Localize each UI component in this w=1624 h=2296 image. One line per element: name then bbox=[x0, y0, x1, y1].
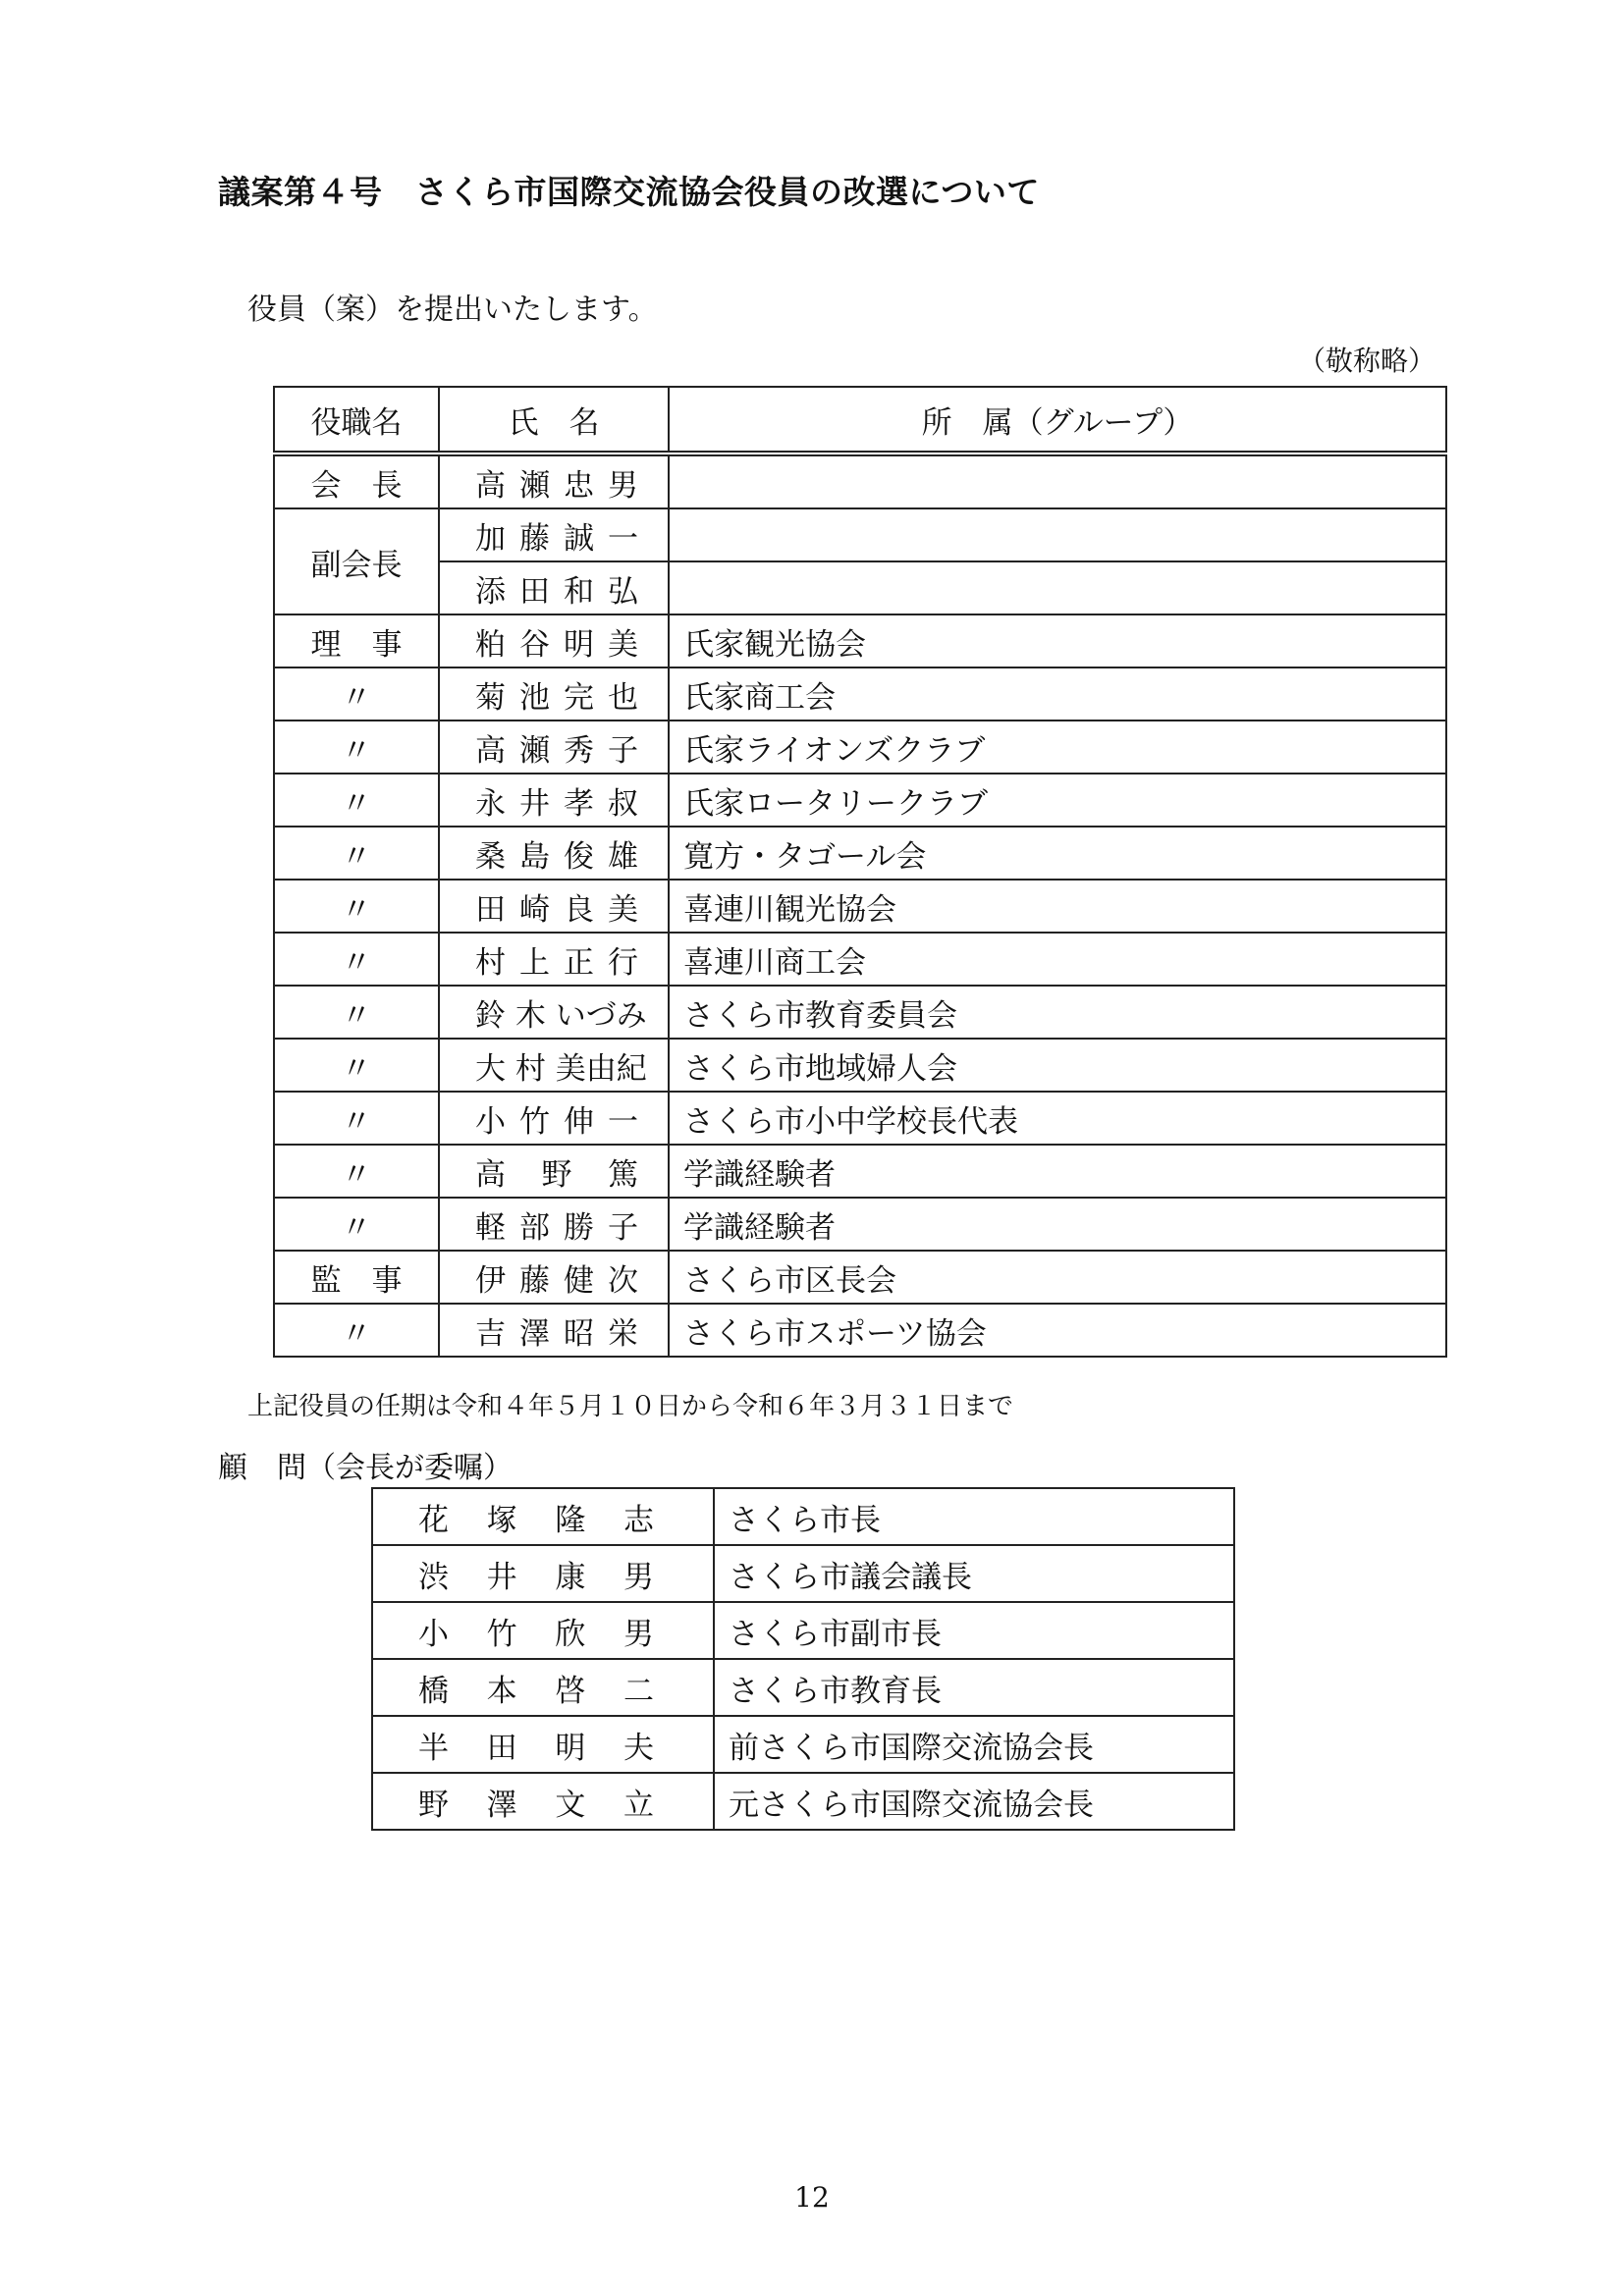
name-cell: 鈴 木 いづみ bbox=[439, 986, 669, 1039]
affiliation-cell: さくら市区長会 bbox=[669, 1251, 1446, 1304]
table-row bbox=[274, 774, 1446, 827]
name-cell: 菊 池 完 也 bbox=[439, 667, 669, 721]
role-cell: 〃 bbox=[274, 986, 439, 1039]
table-row bbox=[372, 1773, 1234, 1830]
affiliation-cell: さくら市教育委員会 bbox=[669, 986, 1446, 1039]
officers-header-row bbox=[274, 387, 1446, 454]
honorific-note: （敬称略） bbox=[1297, 345, 1435, 377]
affiliation-cell: さくら市地域婦人会 bbox=[669, 1039, 1446, 1092]
table-row bbox=[372, 1545, 1234, 1602]
table-row bbox=[274, 508, 1446, 561]
header-affiliation: 所 属（グループ） bbox=[669, 387, 1446, 454]
table-row bbox=[274, 880, 1446, 933]
affiliation-cell: 寛方・タゴール会 bbox=[669, 827, 1446, 880]
role-cell: 〃 bbox=[274, 1145, 439, 1198]
agenda-title: 議案第４号 さくら市国際交流協会役員の改選について bbox=[218, 173, 1040, 211]
role-cell: 〃 bbox=[274, 1304, 439, 1357]
role-cell: 理 事 bbox=[274, 614, 439, 667]
role-cell: 会 長 bbox=[274, 454, 439, 508]
affiliation-cell: 学識経験者 bbox=[669, 1198, 1446, 1251]
affiliation-cell: 氏家ロータリークラブ bbox=[669, 774, 1446, 827]
table-row bbox=[372, 1488, 1234, 1545]
name-cell: 高 瀬 秀 子 bbox=[439, 721, 669, 774]
table-row bbox=[274, 827, 1446, 880]
table-row bbox=[372, 1602, 1234, 1659]
affiliation-cell: 氏家ライオンズクラブ bbox=[669, 721, 1446, 774]
affiliation-cell: さくら市スポーツ協会 bbox=[669, 1304, 1446, 1357]
table-row bbox=[274, 1039, 1446, 1092]
name-cell: 桑 島 俊 雄 bbox=[439, 827, 669, 880]
name-cell: 大 村 美由紀 bbox=[439, 1039, 669, 1092]
name-cell: 添 田 和 弘 bbox=[439, 561, 669, 614]
advisor-name: 橋 本 啓 二 bbox=[372, 1659, 714, 1716]
advisor-name: 小 竹 欣 男 bbox=[372, 1602, 714, 1659]
affiliation-cell: 学識経験者 bbox=[669, 1145, 1446, 1198]
advisor-position: さくら市副市長 bbox=[714, 1602, 1234, 1659]
term-note: 上記役員の任期は令和４年５月１０日から令和６年３月３１日まで bbox=[247, 1392, 1014, 1421]
table-row bbox=[372, 1659, 1234, 1716]
affiliation-cell: さくら市小中学校長代表 bbox=[669, 1092, 1446, 1145]
advisor-name: 半 田 明 夫 bbox=[372, 1716, 714, 1773]
table-row bbox=[274, 667, 1446, 721]
header-name: 氏 名 bbox=[439, 387, 669, 454]
table-row bbox=[274, 721, 1446, 774]
table-row bbox=[274, 1198, 1446, 1251]
header-role: 役職名 bbox=[274, 387, 439, 454]
advisor-name: 渋 井 康 男 bbox=[372, 1545, 714, 1602]
affiliation-cell bbox=[669, 454, 1446, 508]
table-row bbox=[274, 1304, 1446, 1357]
table-row bbox=[274, 986, 1446, 1039]
role-cell: 〃 bbox=[274, 667, 439, 721]
role-cell: 〃 bbox=[274, 1198, 439, 1251]
name-cell: 加 藤 誠 一 bbox=[439, 508, 669, 561]
advisor-position: 元さくら市国際交流協会長 bbox=[714, 1773, 1234, 1830]
role-cell: 監 事 bbox=[274, 1251, 439, 1304]
role-cell: 〃 bbox=[274, 827, 439, 880]
name-cell: 村 上 正 行 bbox=[439, 933, 669, 986]
affiliation-cell: 氏家観光協会 bbox=[669, 614, 1446, 667]
role-cell: 〃 bbox=[274, 721, 439, 774]
role-cell: 〃 bbox=[274, 933, 439, 986]
name-cell: 田 崎 良 美 bbox=[439, 880, 669, 933]
table-row bbox=[274, 1092, 1446, 1145]
table-row bbox=[274, 1251, 1446, 1304]
officers-table bbox=[273, 386, 1447, 1358]
role-cell: 〃 bbox=[274, 774, 439, 827]
role-cell: 〃 bbox=[274, 880, 439, 933]
page-number: 12 bbox=[794, 2181, 830, 2214]
name-cell: 高 瀬 忠 男 bbox=[439, 454, 669, 508]
table-row bbox=[274, 1145, 1446, 1198]
name-cell: 永 井 孝 叔 bbox=[439, 774, 669, 827]
role-cell: 〃 bbox=[274, 1039, 439, 1092]
affiliation-cell bbox=[669, 508, 1446, 561]
role-cell: 副会長 bbox=[274, 508, 439, 614]
advisor-name: 花 塚 隆 志 bbox=[372, 1488, 714, 1545]
affiliation-cell bbox=[669, 561, 1446, 614]
affiliation-cell: 喜連川観光協会 bbox=[669, 880, 1446, 933]
intro-text: 役員（案）を提出いたします。 bbox=[247, 293, 658, 327]
affiliation-cell: 氏家商工会 bbox=[669, 667, 1446, 721]
name-cell: 吉 澤 昭 栄 bbox=[439, 1304, 669, 1357]
advisor-name: 野 澤 文 立 bbox=[372, 1773, 714, 1830]
table-row bbox=[274, 454, 1446, 508]
table-row bbox=[274, 933, 1446, 986]
advisor-position: さくら市議会議長 bbox=[714, 1545, 1234, 1602]
role-cell: 〃 bbox=[274, 1092, 439, 1145]
table-row bbox=[274, 561, 1446, 614]
name-cell: 伊 藤 健 次 bbox=[439, 1251, 669, 1304]
table-row bbox=[372, 1716, 1234, 1773]
advisor-position: さくら市長 bbox=[714, 1488, 1234, 1545]
name-cell: 粕 谷 明 美 bbox=[439, 614, 669, 667]
name-cell: 高 野 篤 bbox=[439, 1145, 669, 1198]
affiliation-cell: 喜連川商工会 bbox=[669, 933, 1446, 986]
name-cell: 軽 部 勝 子 bbox=[439, 1198, 669, 1251]
advisors-label: 顧 問（会長が委嘱） bbox=[218, 1451, 513, 1485]
advisor-position: 前さくら市国際交流協会長 bbox=[714, 1716, 1234, 1773]
advisors-table bbox=[371, 1487, 1235, 1831]
name-cell: 小 竹 伸 一 bbox=[439, 1092, 669, 1145]
advisor-position: さくら市教育長 bbox=[714, 1659, 1234, 1716]
table-row bbox=[274, 614, 1446, 667]
